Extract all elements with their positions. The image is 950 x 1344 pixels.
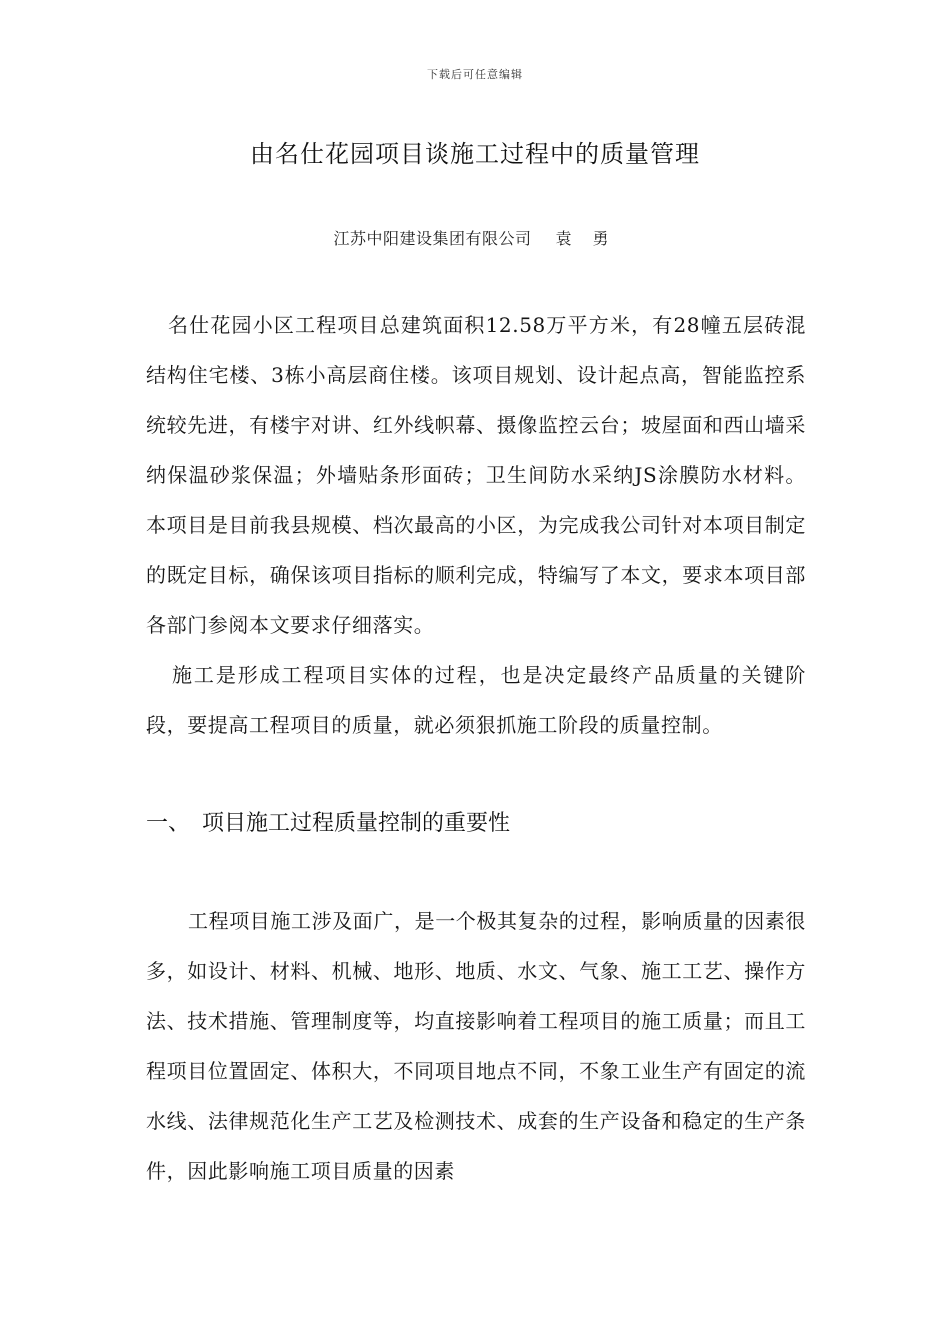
author-company: 江苏中阳建设集团有限公司 bbox=[333, 229, 532, 248]
intro-paragraph: 名仕花园小区工程项目总建筑面积12.58万平方米，有28幢五层砖混结构住宅楼、3栋小高层商住楼。该项目规划、设计起点高，智能监控系统较先进，有楼宇对讲、红外线帜幕、摄像监控云台；坡屋面和西山墙采纳保温砂浆保温；外墙贴条形面砖；卫生间防水采纳JS涂膜防水材料。本项目是目前我县规模、档次最高的小区，为完成我公司针对本项目制定的既定目标，确保该项目指标的顺利完成，特编写了本文，要求本项目部各部门参阅本文要求仔细落实。 bbox=[146, 313, 806, 637]
document-title: 由名仕花园项目谈施工过程中的质量管理 bbox=[250, 140, 700, 168]
author-name: 袁 勇 bbox=[555, 229, 617, 248]
header-note: 下载后可任意编辑 bbox=[427, 68, 523, 81]
section-title: 项目施工过程质量控制的重要性 bbox=[202, 811, 511, 836]
section-paragraph: 工程项目施工涉及面广，是一个极其复杂的过程，影响质量的因素很多，如设计、材料、机械、地形、地质、水文、气象、施工工艺、操作方法、技术措施、管理制度等，均直接影响着工程项目的施工质量；而且工程项目位置固定、体积大，不同项目地点不同，不象工业生产有固定的流水线、法律规范化生产工艺及检测技术、成套的生产设备和稳定的生产条件，因此影响施工项目质量的因素 bbox=[146, 909, 806, 1183]
section-number: 一、 bbox=[146, 811, 191, 836]
section-heading bbox=[146, 806, 510, 837]
construction-paragraph: 施工是形成工程项目实体的过程，也是决定最终产品质量的关键阶段，要提高工程项目的质量，就必须狠抓施工阶段的质量控制。 bbox=[146, 663, 806, 737]
author-line bbox=[0, 226, 950, 249]
